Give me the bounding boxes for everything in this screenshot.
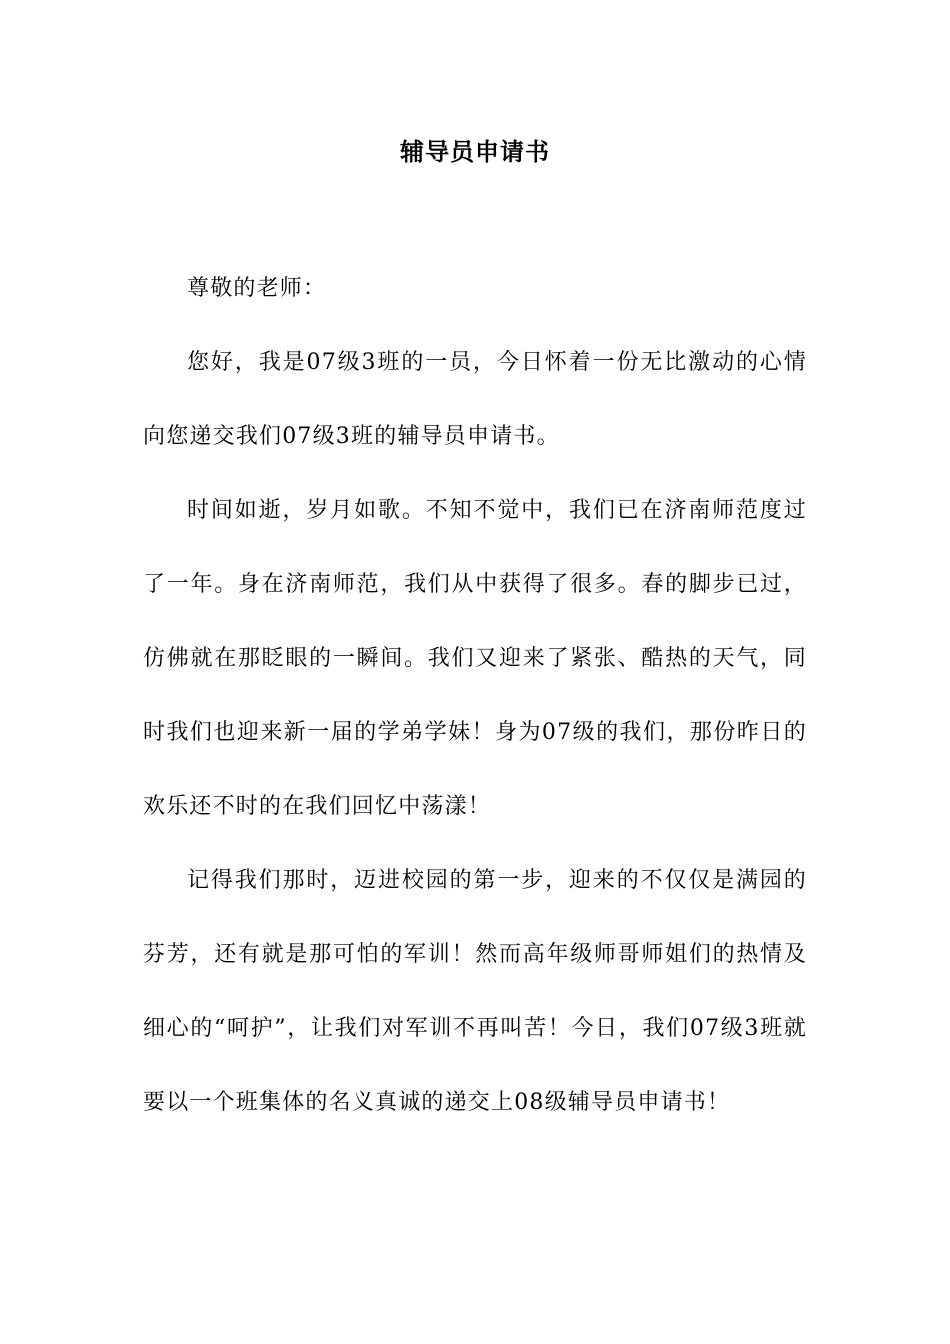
document-title: 辅导员申请书 — [400, 138, 550, 166]
salutation: 尊敬的老师： — [187, 276, 327, 301]
document-body — [143, 252, 807, 1140]
paragraph-memory: 记得我们那时，迈进校园的第一步，迎来的不仅仅是满园的芬芳，还有就是那可怕的军训！然而高年级师哥师姐们的热情及细心的“呵护”，让我们对军训不再叫苦！今日，我们07级3班就要以一个班集体的名义真诚的递交上08级辅导员申请书！ — [143, 868, 807, 1115]
paragraph-greeting: 您好，我是07级3班的一员，今日怀着一份无比激动的心情向您递交我们07级3班的辅导员申请书。 — [143, 350, 807, 449]
paragraph-time: 时间如逝，岁月如歌。不知不觉中，我们已在济南师范度过了一年。身在济南师范，我们从中获得了很多。春的脚步已过，仿佛就在那眨眼的一瞬间。我们又迎来了紧张、酷热的天气，同时我们也迎来新一届的学弟学妹！身为07级的我们，那份昨日的欢乐还不时的在我们回忆中荡漾！ — [143, 498, 807, 819]
